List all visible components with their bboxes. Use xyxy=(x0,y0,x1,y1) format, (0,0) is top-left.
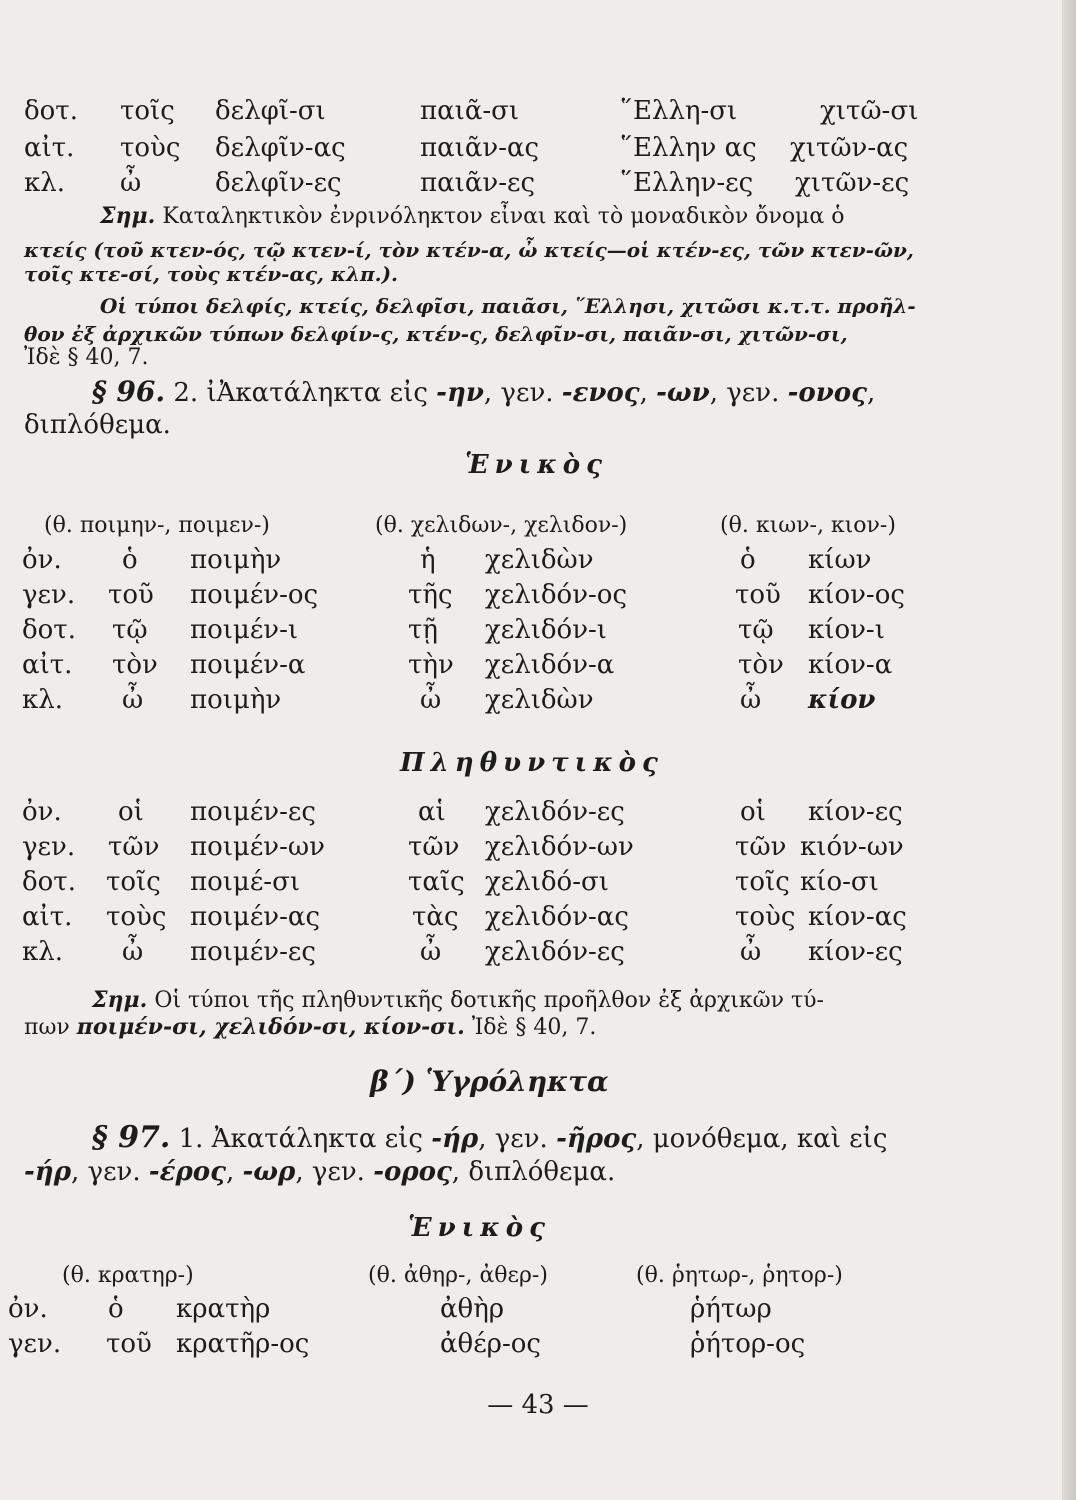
article: τῆς xyxy=(408,580,453,610)
case-label: γεν. xyxy=(22,580,76,610)
ending: -ωρ xyxy=(242,1157,296,1187)
stem-label: (θ. κιων-, κιον-) xyxy=(720,513,896,538)
word-form: κίων xyxy=(808,545,872,575)
article: αἱ xyxy=(418,797,446,827)
word-form: κρατῆρ-ος xyxy=(176,1329,310,1359)
article: οἱ xyxy=(118,797,144,827)
word-form: χιτῶν-ες xyxy=(795,168,910,198)
section-97-heading xyxy=(92,1120,887,1155)
article: ὁ xyxy=(122,545,138,575)
stem-label: (θ. ποιμην-, ποιμεν-) xyxy=(44,513,270,538)
note-text: Οἱ τύποι τῆς πληθυντικῆς δοτικῆς προῆλθον ἐξ ἀρχικῶν τύ- xyxy=(154,988,824,1013)
word-form: χελιδόν-ας xyxy=(485,902,629,932)
case-label: γεν. xyxy=(8,1329,62,1359)
case-label: αἰτ. xyxy=(22,902,73,932)
note-label: Σημ. xyxy=(92,987,148,1013)
article: τὴν xyxy=(408,650,454,680)
word-form: ποιμέν-ι xyxy=(190,615,299,645)
note-text: κτείς (τοῦ κτεν-ός, τῷ κτεν-ί, τὸν κτέν-α, ὦ κτείς—οἱ κτέν-ες, τῶν κτεν-ῶν, xyxy=(24,238,914,262)
word-form: χελιδόν-ος xyxy=(485,580,628,610)
stem-label: (θ. ῥητωρ-, ῥητορ-) xyxy=(636,1263,843,1288)
article: τοῖς xyxy=(120,96,175,126)
note-text: Ἰδὲ § 40, 7. xyxy=(471,1015,597,1040)
section-number: § 97. xyxy=(92,1120,171,1155)
article: ὦ xyxy=(122,685,144,715)
section-text: , διπλόθεμα. xyxy=(451,1157,616,1187)
case-label: κλ. xyxy=(22,937,63,967)
article: ὦ xyxy=(740,685,762,715)
word-form: δελφῖ-σι xyxy=(215,96,326,126)
section-text: , xyxy=(866,378,876,408)
word-form: κίον-ι xyxy=(808,615,885,645)
word-form: κίον-ες xyxy=(808,797,903,827)
word-form: ῞Ελλη-σι xyxy=(620,96,738,126)
ending: -ήρ xyxy=(431,1124,479,1154)
ending: -έρος xyxy=(148,1157,226,1187)
article: τοῖς xyxy=(106,867,161,897)
article: τοῦ xyxy=(108,580,154,610)
case-label: κλ. xyxy=(24,168,65,198)
word-form: χελιδόν-ες xyxy=(485,797,625,827)
article: τὰς xyxy=(412,902,459,932)
case-label: δοτ. xyxy=(22,615,76,645)
note-text: θον ἐξ ἀρχικῶν τύπων δελφίν-ς, κτέν-ς, δελφῖν-σι, παιᾶν-σι, χιτῶν-σι, xyxy=(24,322,848,346)
word-form: ποιμέν-ος xyxy=(190,580,319,610)
article: τοῦ xyxy=(735,580,781,610)
article: τὸν xyxy=(112,650,158,680)
stem-label: (θ. ἀθηρ-, ἀθερ-) xyxy=(368,1263,548,1288)
article: τῶν xyxy=(735,832,787,862)
case-label: αἰτ. xyxy=(22,650,73,680)
stem-label: (θ. χελιδων-, χελιδον-) xyxy=(375,513,628,538)
section-text: , γεν. xyxy=(478,1124,548,1154)
word-form: κίον-ας xyxy=(808,902,907,932)
word-form: παιᾶ-σι xyxy=(420,96,520,126)
heading-hygroleka: β΄) Ὑγρόληκτα xyxy=(370,1065,609,1098)
word-form: ῞Ελλην-ες xyxy=(620,168,754,198)
page-number: — 43 — xyxy=(487,1390,589,1420)
word-form: κρατὴρ xyxy=(176,1294,271,1324)
word-form: κίο-σι xyxy=(800,867,879,897)
word-form: παιᾶν-ας xyxy=(420,133,540,163)
article: ὁ xyxy=(108,1294,124,1324)
word-form: χελιδόν-ι xyxy=(485,615,607,645)
article: ὦ xyxy=(420,937,442,967)
article: τοῖς xyxy=(735,867,790,897)
note-text: Ἰδὲ § 40, 7. xyxy=(24,345,149,370)
section-number: § 96. xyxy=(92,375,166,408)
heading-singular: Ἑνικὸς xyxy=(408,1213,551,1243)
section-text: , γεν. xyxy=(295,1157,365,1187)
word-form: ποιμὴν xyxy=(190,685,282,715)
article: ὦ xyxy=(120,168,142,198)
word-form: ποιμέ-σι xyxy=(190,867,301,897)
word-form: ῥήτωρ xyxy=(690,1294,772,1324)
section-text: , γεν. xyxy=(709,378,780,408)
note-text: Οἱ τύποι δελφίς, κτείς, δελφῖσι, παιᾶσι, ῞Ελλησι, χιτῶσι κ.τ.τ. προῆλ- xyxy=(100,294,916,318)
article: ὦ xyxy=(740,937,762,967)
article: τοὺς xyxy=(120,133,181,163)
article: τῶν xyxy=(408,832,460,862)
word-form: χιτῶ-σι xyxy=(820,96,919,126)
case-label: ὀν. xyxy=(22,797,62,827)
case-label: γεν. xyxy=(22,832,76,862)
section-text: , γεν. xyxy=(483,378,554,408)
ending: -ων xyxy=(656,378,710,408)
note-line xyxy=(24,1014,596,1040)
section-text: , γεν. xyxy=(71,1157,141,1187)
word-form: ποιμέν-ες xyxy=(190,937,316,967)
article: ὁ xyxy=(740,545,756,575)
word-form: ἀθέρ-ος xyxy=(440,1329,541,1359)
article: τῇ xyxy=(408,615,438,645)
word-form: ποιμὴν xyxy=(190,545,282,575)
article: τῷ xyxy=(738,615,774,645)
ending: -ορος xyxy=(373,1157,452,1187)
word-form: ποιμέν-ων xyxy=(190,832,325,862)
ending: -ενος xyxy=(561,378,640,408)
section-text: , xyxy=(639,378,648,408)
note-text: τοῖς κτε-σί, τοὺς κτέν-ας, κλπ.). xyxy=(24,262,399,286)
word-form: χελιδόν-ες xyxy=(485,937,625,967)
note-text: ποιμέν-σι, χελιδόν-σι, κίον-σι. xyxy=(76,1014,465,1040)
word-form: δελφῖν-ες xyxy=(215,168,342,198)
word-form: παιᾶν-ες xyxy=(420,168,536,198)
article: τοὺς xyxy=(106,902,167,932)
case-label: δοτ. xyxy=(22,867,76,897)
word-form: ποιμέν-ες xyxy=(190,797,316,827)
section-97-line2 xyxy=(24,1157,615,1187)
word-form: χιτῶν-ας xyxy=(790,133,909,163)
article: τὸν xyxy=(738,650,784,680)
article: τοῦ xyxy=(106,1329,152,1359)
section-text: , μονόθεμα, καὶ εἰς xyxy=(636,1124,888,1154)
word-form: χελιδόν-ων xyxy=(485,832,634,862)
article: τῷ xyxy=(112,615,148,645)
word-form: ῞Ελλην ας xyxy=(620,133,757,163)
case-label: δοτ. xyxy=(24,96,78,126)
ending: -ήρ xyxy=(24,1157,71,1187)
ending: -ῆρος xyxy=(556,1124,637,1154)
article: ἡ xyxy=(420,545,436,575)
word-form: ποιμέν-ας xyxy=(190,902,321,932)
word-form: κίον-ος xyxy=(808,580,905,610)
note-label: Σημ. xyxy=(100,203,156,229)
word-form: κιόν-ων xyxy=(800,832,904,862)
word-form: κίον-α xyxy=(808,650,893,680)
case-label: ὀν. xyxy=(22,545,62,575)
note-text: πων xyxy=(24,1015,70,1040)
note-text: Καταληκτικὸν ἐνρινόληκτον εἶναι καὶ τὸ μοναδικὸν ὄνομα ὁ xyxy=(162,204,845,229)
word-form: κίον xyxy=(808,685,876,715)
heading-singular: Ἑνικὸς xyxy=(465,450,608,480)
article: οἱ xyxy=(740,797,766,827)
section-text: 1. Ἀκατάληκτα εἰς xyxy=(178,1124,423,1154)
word-form: κίον-ες xyxy=(808,937,903,967)
word-form: ἀθὴρ xyxy=(440,1294,505,1324)
article: ὦ xyxy=(420,685,442,715)
word-form: χελιδόν-α xyxy=(485,650,615,680)
section-text: διπλόθεμα. xyxy=(24,410,171,440)
word-form: χελιδὼν xyxy=(485,545,594,575)
page-edge xyxy=(1062,0,1076,1500)
case-label: αἰτ. xyxy=(24,133,75,163)
section-text: 2. ἰἈκατάληκτα εἰς xyxy=(173,378,428,408)
word-form: χελιδό-σι xyxy=(485,867,609,897)
case-label: κλ. xyxy=(22,685,63,715)
article: τῶν xyxy=(108,832,160,862)
article: ταῖς xyxy=(408,867,465,897)
stem-label: (θ. κρατηρ-) xyxy=(62,1263,194,1288)
ending: -ονος xyxy=(787,378,867,408)
word-form: δελφῖν-ας xyxy=(215,133,346,163)
article: τοὺς xyxy=(735,902,796,932)
section-text: , xyxy=(225,1157,235,1187)
section-96-heading xyxy=(92,375,875,408)
article: ὦ xyxy=(122,937,144,967)
word-form: ποιμέν-α xyxy=(190,650,306,680)
word-form: χελιδὼν xyxy=(485,685,594,715)
heading-plural: Πληθυντικὸς xyxy=(400,748,664,778)
word-form: ῥήτορ-ος xyxy=(690,1329,806,1359)
ending: -ην xyxy=(436,378,484,408)
case-label: ὀν. xyxy=(8,1294,48,1324)
